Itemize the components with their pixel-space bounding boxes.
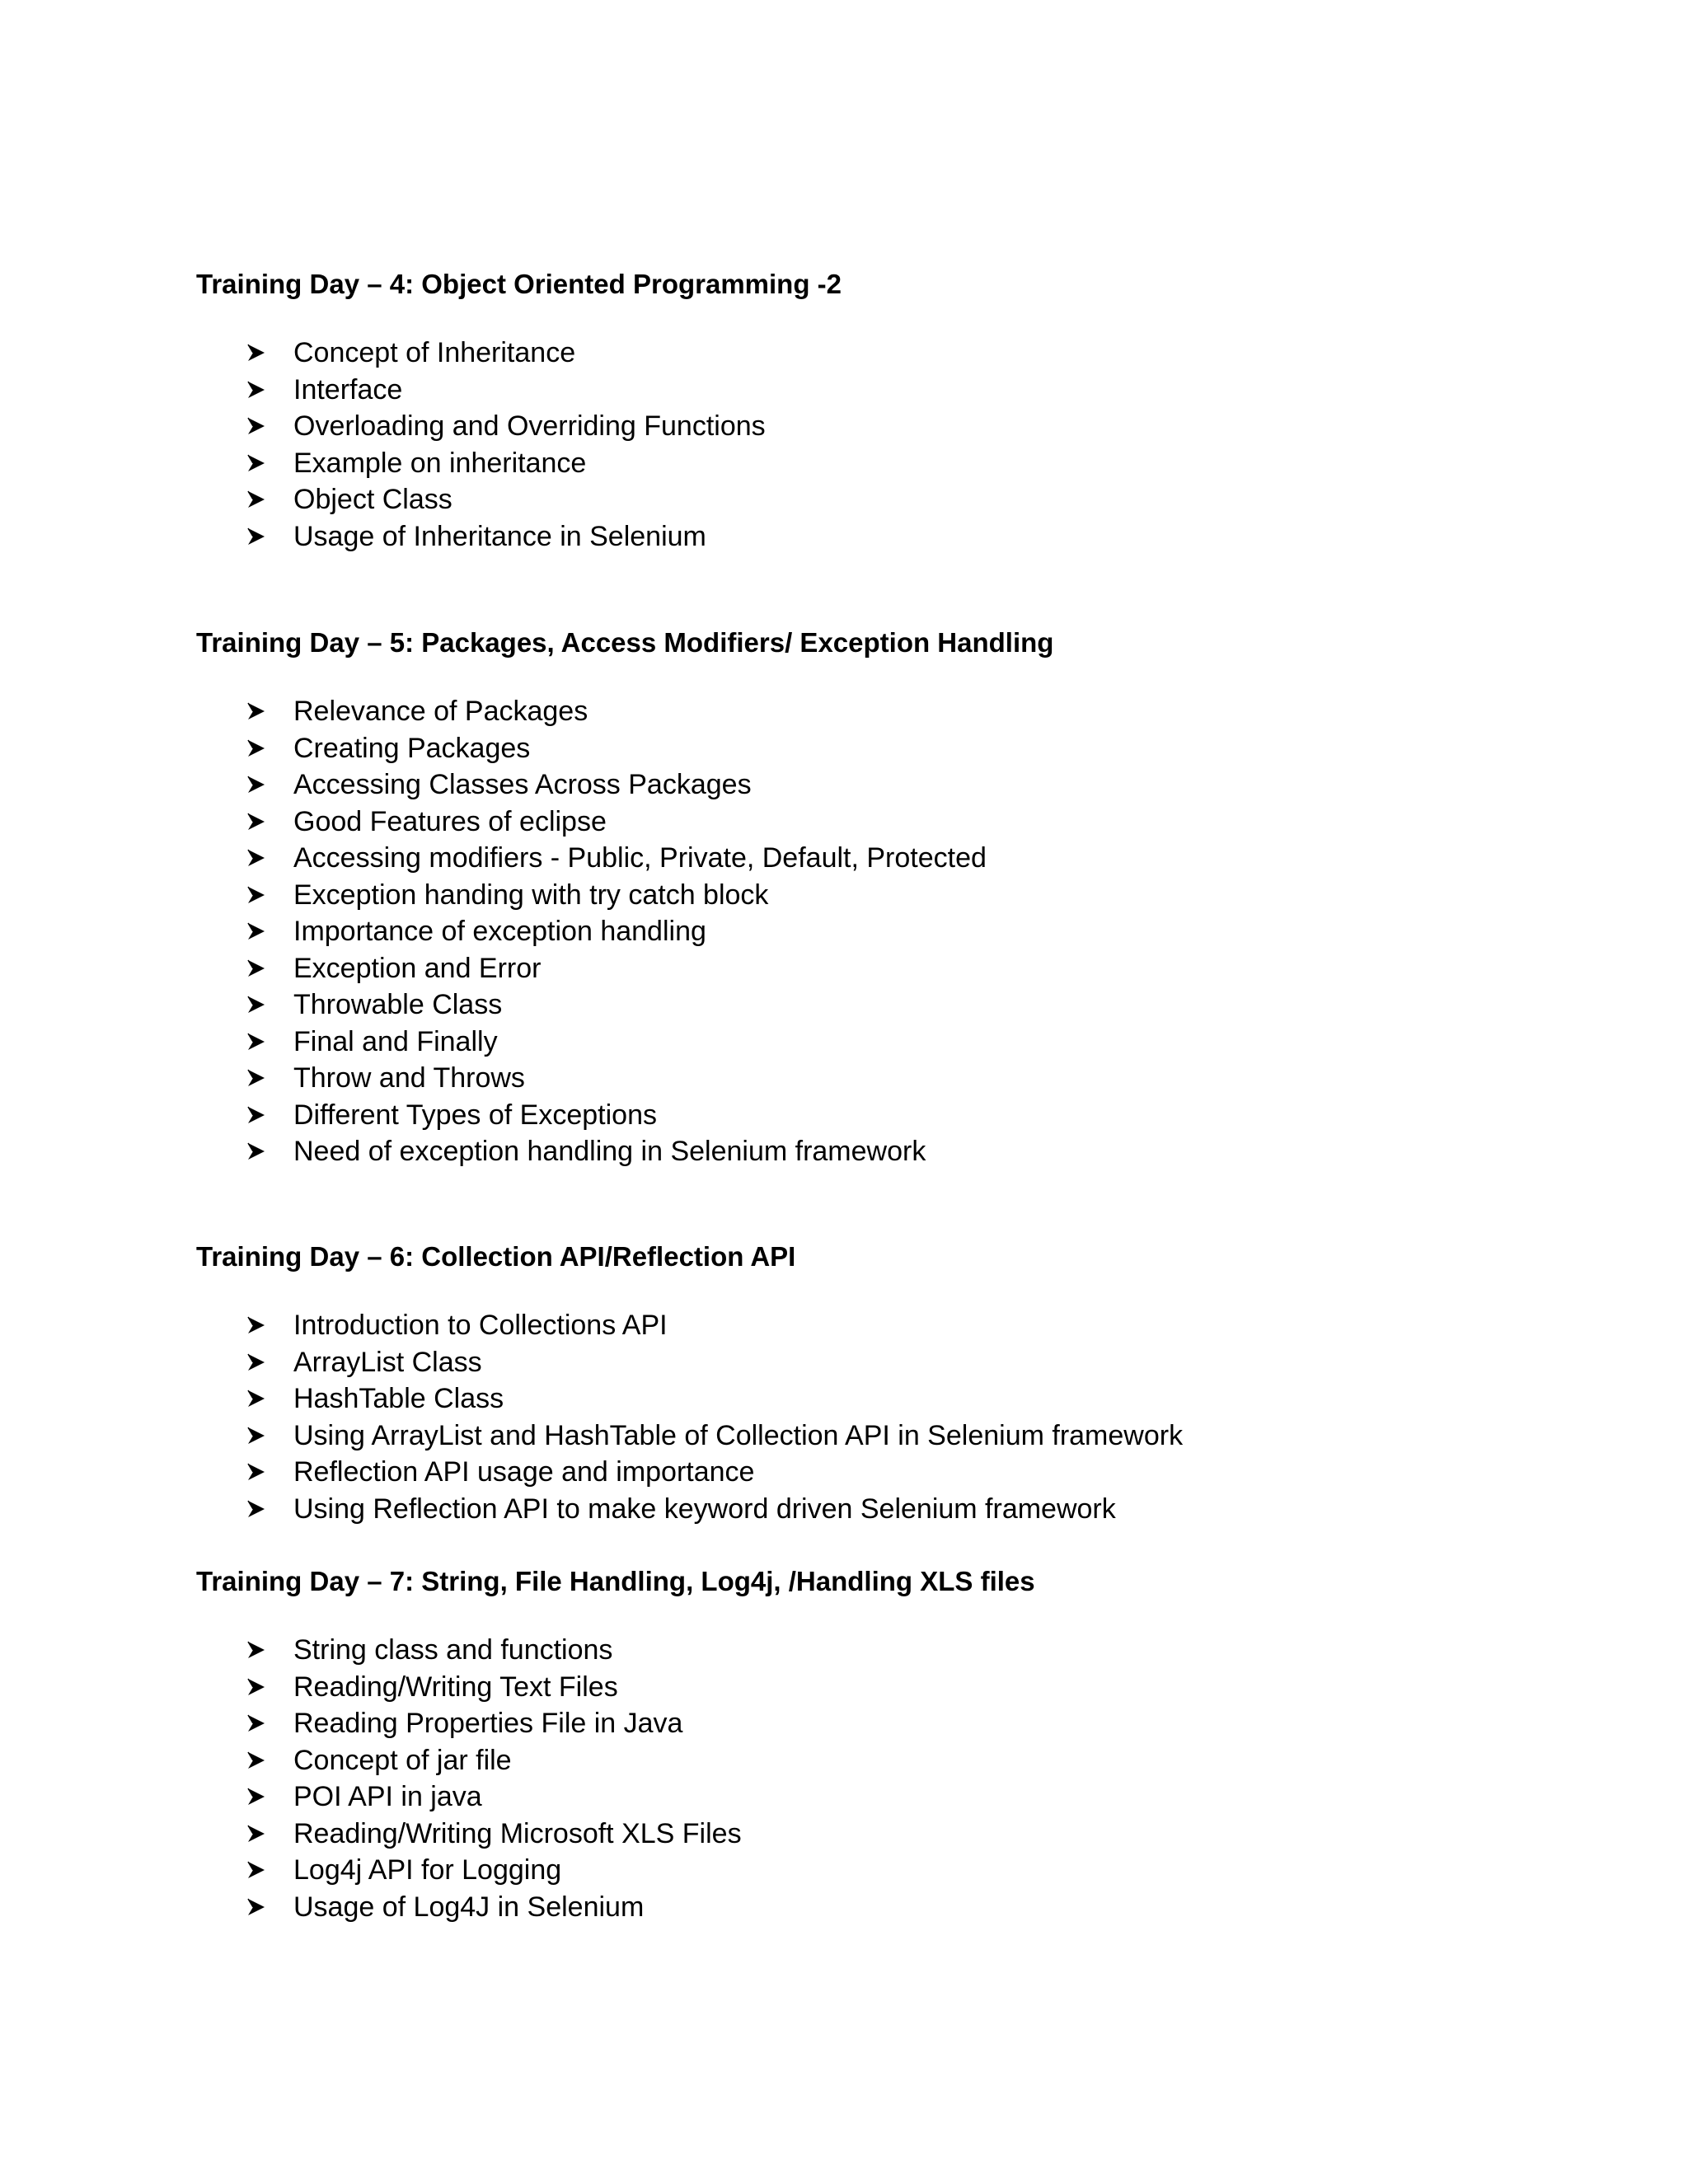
list-item-text: Reflection API usage and importance <box>293 1456 755 1488</box>
topic-list <box>196 1632 1597 1925</box>
list-item <box>196 804 1597 841</box>
section-heading: Training Day – 6: Collection API/Reflection API <box>196 1241 796 1272</box>
arrowhead-bullet-icon <box>247 445 272 482</box>
section-training-day-4 <box>196 268 1597 555</box>
arrowhead-bullet-icon <box>247 1889 272 1926</box>
arrowhead-bullet-icon <box>247 518 272 555</box>
arrowhead-bullet-icon <box>247 913 272 950</box>
list-item-text: Different Types of Exceptions <box>293 1099 657 1131</box>
list-item-text: Concept of Inheritance <box>293 337 576 368</box>
list-item <box>196 693 1597 730</box>
list-item-text: POI API in java <box>293 1781 482 1812</box>
arrowhead-bullet-icon <box>247 1380 272 1418</box>
arrowhead-bullet-icon <box>247 1344 272 1381</box>
list-item <box>196 1816 1597 1853</box>
arrowhead-bullet-icon <box>247 877 272 914</box>
list-item-text: Relevance of Packages <box>293 696 588 727</box>
list-item <box>196 1669 1597 1706</box>
list-item <box>196 1024 1597 1061</box>
arrowhead-bullet-icon <box>247 481 272 518</box>
arrowhead-bullet-icon <box>247 766 272 804</box>
list-item <box>196 1060 1597 1097</box>
arrowhead-bullet-icon <box>247 1060 272 1097</box>
list-item <box>196 481 1597 518</box>
arrowhead-bullet-icon <box>247 408 272 445</box>
list-item <box>196 1779 1597 1816</box>
list-item <box>196 1418 1597 1455</box>
list-item-text: Throwable Class <box>293 989 503 1020</box>
list-item-text: Usage of Log4J in Selenium <box>293 1891 645 1923</box>
list-item-text: ArrayList Class <box>293 1346 482 1378</box>
list-item <box>196 372 1597 409</box>
arrowhead-bullet-icon <box>247 840 272 877</box>
list-item-text: Usage of Inheritance in Selenium <box>293 520 706 552</box>
arrowhead-bullet-icon <box>247 1632 272 1669</box>
list-item <box>196 1380 1597 1418</box>
list-item-text: Exception and Error <box>293 952 542 984</box>
list-item-text: Reading/Writing Text Files <box>293 1671 618 1703</box>
list-item <box>196 1742 1597 1779</box>
list-item-text: Throw and Throws <box>293 1062 525 1094</box>
arrowhead-bullet-icon <box>247 1779 272 1816</box>
section-heading: Training Day – 5: Packages, Access Modifiers/ Exception Handling <box>196 627 1054 658</box>
topic-list <box>196 335 1597 555</box>
list-item-text: Exception handing with try catch block <box>293 879 769 911</box>
list-item-text: Log4j API for Logging <box>293 1854 562 1886</box>
section-training-day-6 <box>196 1240 1597 1527</box>
list-item-text: Final and Finally <box>293 1025 498 1057</box>
arrowhead-bullet-icon <box>247 1418 272 1455</box>
arrowhead-bullet-icon <box>247 1491 272 1528</box>
arrowhead-bullet-icon <box>247 372 272 409</box>
arrowhead-bullet-icon <box>247 1024 272 1061</box>
list-item <box>196 730 1597 767</box>
list-item-text: String class and functions <box>293 1634 613 1666</box>
list-item <box>196 913 1597 950</box>
arrowhead-bullet-icon <box>247 1852 272 1889</box>
list-item <box>196 877 1597 914</box>
list-item <box>196 840 1597 877</box>
list-item <box>196 1097 1597 1134</box>
arrowhead-bullet-icon <box>247 693 272 730</box>
arrowhead-bullet-icon <box>247 1705 272 1742</box>
list-item <box>196 1705 1597 1742</box>
list-item-text: Using Reflection API to make keyword driven Selenium framework <box>293 1493 1116 1525</box>
arrowhead-bullet-icon <box>247 1816 272 1853</box>
list-item <box>196 950 1597 987</box>
arrowhead-bullet-icon <box>247 987 272 1024</box>
list-item <box>196 445 1597 482</box>
list-item <box>196 1852 1597 1889</box>
list-item-text: Interface <box>293 373 403 405</box>
list-item-text: Reading Properties File in Java <box>293 1708 683 1739</box>
list-item-text: Reading/Writing Microsoft XLS Files <box>293 1817 742 1849</box>
list-item <box>196 1632 1597 1669</box>
section-heading: Training Day – 4: Object Oriented Programming -2 <box>196 269 842 299</box>
list-item <box>196 1491 1597 1528</box>
list-item-text: Need of exception handling in Selenium framework <box>293 1136 926 1167</box>
list-item-text: HashTable Class <box>293 1383 504 1414</box>
arrowhead-bullet-icon <box>247 1454 272 1491</box>
list-item-text: Object Class <box>293 484 452 515</box>
list-item <box>196 1307 1597 1344</box>
list-item-text: Accessing Classes Across Packages <box>293 769 752 800</box>
section-training-day-7 <box>196 1565 1597 1925</box>
list-item <box>196 1344 1597 1381</box>
arrowhead-bullet-icon <box>247 335 272 372</box>
list-item-text: Introduction to Collections API <box>293 1310 668 1341</box>
arrowhead-bullet-icon <box>247 1133 272 1170</box>
list-item-text: Concept of jar file <box>293 1744 512 1776</box>
arrowhead-bullet-icon <box>247 1669 272 1706</box>
list-item <box>196 1454 1597 1491</box>
list-item-text: Importance of exception handling <box>293 916 706 947</box>
arrowhead-bullet-icon <box>247 1307 272 1344</box>
list-item-text: Overloading and Overriding Functions <box>293 410 766 442</box>
topic-list <box>196 1307 1597 1527</box>
list-item-text: Using ArrayList and HashTable of Collection API in Selenium framework <box>293 1419 1184 1451</box>
list-item-text: Accessing modifiers - Public, Private, Default, Protected <box>293 842 987 874</box>
list-item <box>196 335 1597 372</box>
topic-list <box>196 693 1597 1170</box>
list-item <box>196 1133 1597 1170</box>
arrowhead-bullet-icon <box>247 1742 272 1779</box>
list-item <box>196 766 1597 804</box>
list-item <box>196 518 1597 555</box>
arrowhead-bullet-icon <box>247 730 272 767</box>
list-item-text: Creating Packages <box>293 732 531 764</box>
arrowhead-bullet-icon <box>247 804 272 841</box>
list-item <box>196 987 1597 1024</box>
arrowhead-bullet-icon <box>247 950 272 987</box>
list-item-text: Good Features of eclipse <box>293 805 607 837</box>
section-training-day-5 <box>196 626 1597 1170</box>
list-item <box>196 1889 1597 1926</box>
list-item-text: Example on inheritance <box>293 447 587 479</box>
section-heading: Training Day – 7: String, File Handling, Log4j, /Handling XLS files <box>196 1566 1035 1596</box>
list-item <box>196 408 1597 445</box>
arrowhead-bullet-icon <box>247 1097 272 1134</box>
